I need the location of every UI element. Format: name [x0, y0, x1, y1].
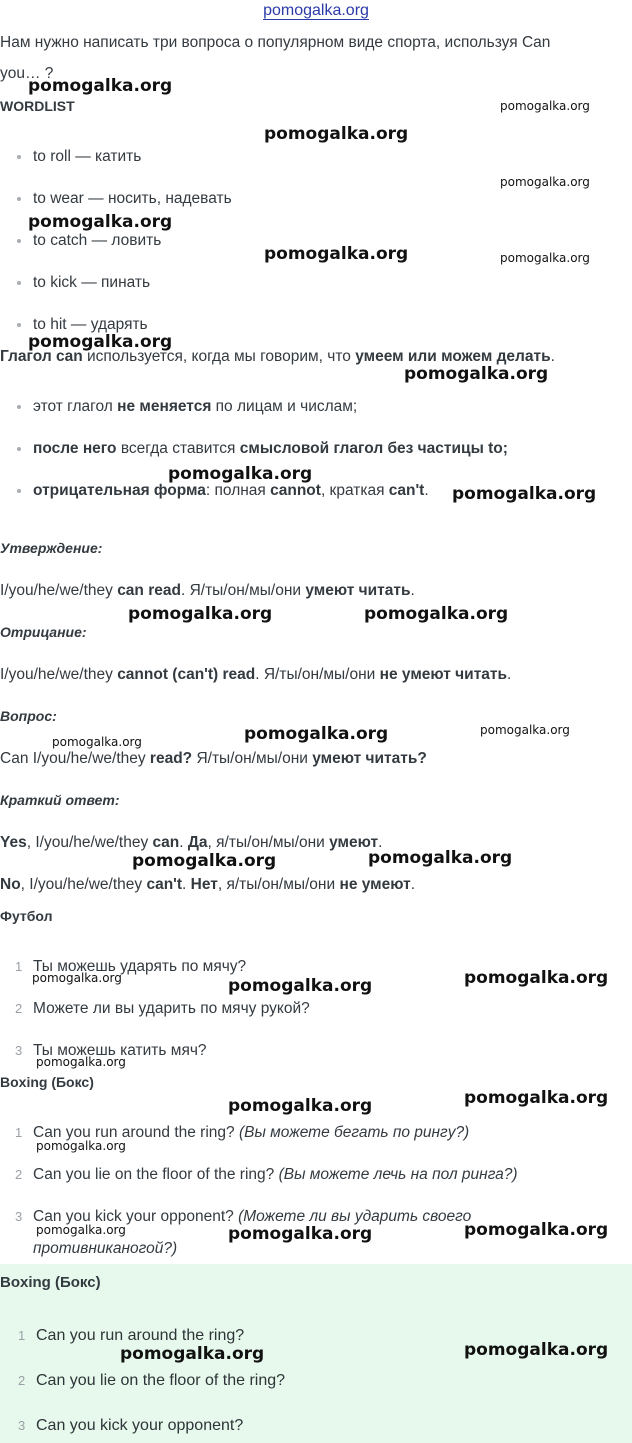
intro-line-1: Нам нужно написать три вопроса о популярном виде спорта, используя Can: [0, 34, 551, 51]
watermark: pomogalka.org: [28, 76, 173, 96]
rule-bullet: после него всегда ставится смысловой глагол без частицы to;: [33, 440, 508, 458]
rule-bullet: отрицательная форма: полная cannot, краткая can't.: [33, 482, 429, 500]
answer-title: Boxing (Бокс): [0, 1274, 101, 1291]
question-example: Can I/you/he/we/they read? Я/ты/он/мы/они умеют читать?: [0, 750, 427, 767]
football-item: 3 Ты можешь катить мяч?: [15, 1042, 207, 1059]
answer-item: 2 Can you lie on the floor of the ring?: [18, 1372, 286, 1389]
watermark: pomogalka.org: [32, 971, 122, 985]
watermark: pomogalka.org: [28, 332, 173, 352]
watermark: pomogalka.org: [228, 976, 373, 996]
wordlist-item: to catch — ловить: [33, 232, 161, 250]
watermark: pomogalka.org: [120, 1344, 265, 1364]
watermark: pomogalka.org: [500, 175, 590, 189]
watermark: pomogalka.org: [368, 848, 513, 868]
watermark: pomogalka.org: [464, 1088, 609, 1108]
watermark: pomogalka.org: [264, 244, 409, 264]
wordlist-item: to wear — носить, надевать: [33, 190, 232, 208]
rule-bullet: этот глагол не меняется по лицам и числам;: [33, 398, 357, 416]
wordlist-item: to roll — катить: [33, 148, 141, 166]
watermark: pomogalka.org: [36, 1055, 126, 1069]
watermark: pomogalka.org: [52, 735, 142, 749]
watermark: pomogalka.org: [404, 364, 549, 384]
football-item: 1 Ты можешь ударять по мячу?: [15, 958, 247, 975]
watermark: pomogalka.org: [132, 851, 277, 871]
affirmative-heading: Утверждение:: [0, 540, 103, 556]
watermark: pomogalka.org: [480, 723, 570, 737]
watermark: pomogalka.org: [464, 968, 609, 988]
watermark: pomogalka.org: [500, 251, 590, 265]
can-rule: Глагол can используется, когда мы говорим, что умеем или можем делать.: [0, 348, 555, 365]
answer-item: 1 Can you run around the ring?: [18, 1327, 245, 1344]
negative-example: I/you/he/we/they cannot (can't) read. Я/ты/он/мы/они не умеют читать.: [0, 666, 512, 683]
watermark: pomogalka.org: [452, 484, 597, 504]
football-item: 2 Можете ли вы ударить по мячу рукой?: [15, 1000, 310, 1017]
boxing-item-continued: противниканогой?): [33, 1240, 178, 1257]
boxing-item: 1 Can you run around the ring? (Вы можете бегать по рингу?): [15, 1124, 470, 1141]
negative-heading: Отрицание:: [0, 624, 87, 640]
boxing-item: 2 Can you lie on the floor of the ring? (Вы можете лечь на пол ринга?): [15, 1166, 518, 1183]
watermark: pomogalka.org: [36, 1139, 126, 1153]
watermark: pomogalka.org: [36, 1223, 126, 1237]
short-answer-heading: Краткий ответ:: [0, 792, 120, 808]
watermark: pomogalka.org: [244, 724, 389, 744]
watermark: pomogalka.org: [464, 1340, 609, 1360]
watermark: pomogalka.org: [28, 212, 173, 232]
watermark: pomogalka.org: [364, 604, 509, 624]
watermark: pomogalka.org: [228, 1224, 373, 1244]
watermark: pomogalka.org: [128, 604, 273, 624]
answer-item: 3 Can you kick your opponent?: [18, 1417, 244, 1434]
affirmative-example: I/you/he/we/they can read. Я/ты/он/мы/они умеют читать.: [0, 582, 415, 599]
wordlist-item: to kick — пинать: [33, 274, 150, 292]
boxing-item: 3 Can you kick your opponent? (Можете ли вы ударить своего: [15, 1208, 472, 1225]
wordlist-item: to hit — ударять: [33, 316, 148, 334]
site-header[interactable]: pomogalka.org: [263, 2, 369, 19]
watermark: pomogalka.org: [228, 1096, 373, 1116]
short-answer-no: No, I/you/he/we/they can't. Нет, я/ты/он/мы/они не умеют.: [0, 876, 415, 893]
short-answer-yes: Yes, I/you/he/we/they can. Да, я/ты/он/мы/они умеют.: [0, 834, 383, 851]
question-heading: Вопрос:: [0, 708, 57, 724]
wordlist-title: WORDLIST: [0, 98, 75, 114]
intro-line-2: you… ?: [0, 65, 54, 82]
boxing-title: Boxing (Бокс): [0, 1074, 94, 1090]
watermark: pomogalka.org: [264, 124, 409, 144]
watermark: pomogalka.org: [168, 464, 313, 484]
watermark: pomogalka.org: [500, 99, 590, 113]
football-title: Футбол: [0, 908, 53, 924]
watermark: pomogalka.org: [464, 1220, 609, 1240]
